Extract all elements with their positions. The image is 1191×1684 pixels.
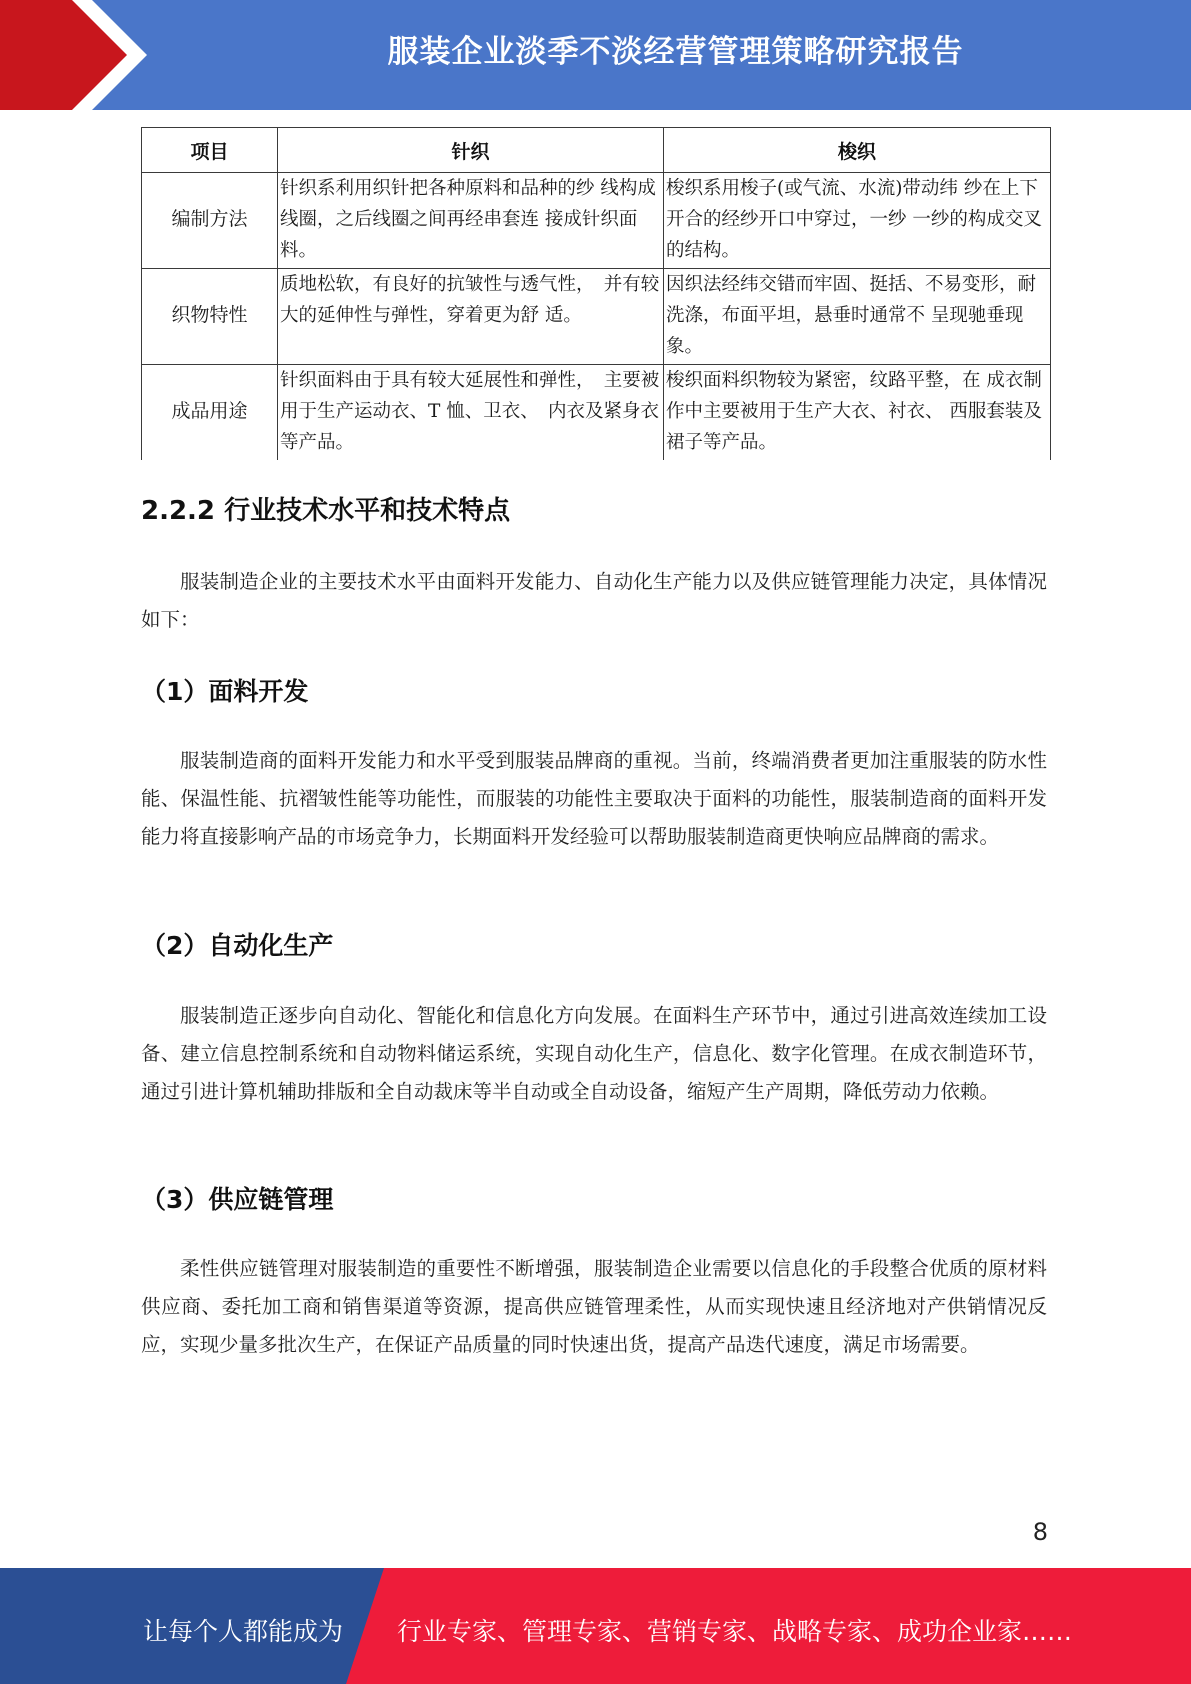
table-row bbox=[142, 173, 1051, 269]
table-cell-woven: 梭织面料织物较为紧密，纹路平整，在 成衣制作中主要被用于生产大衣、衬衣、 西服套装及裙子等产品。 bbox=[664, 365, 1051, 461]
page-footer bbox=[0, 1568, 1191, 1684]
subsection-body-automation: 服装制造正逐步向自动化、智能化和信息化方向发展。在面料生产环节中，通过引进高效连续加工设备、建立信息控制系统和自动物料储运系统，实现自动化生产，信息化、数字化管理。在成衣制造环节，通过引进计算机辅助排版和全自动裁床等半自动或全自动设备，缩短产生产周期，降低劳动力依赖。 bbox=[141, 1004, 1047, 1103]
footer-slogan-right: 行业专家、管理专家、营销专家、战略专家、成功企业家…… bbox=[397, 1617, 1073, 1646]
document-title: 服装企业淡季不淡经营管理策略研究报告 bbox=[387, 34, 964, 70]
page-header bbox=[0, 0, 1191, 110]
subsection-heading-fabric: （1）面料开发 bbox=[141, 677, 309, 706]
subsection-body-fabric: 服装制造商的面料开发能力和水平受到服装品牌商的重视。当前，终端消费者更加注重服装的防水性能、保温性能、抗褶皱性能等功能性，而服装的功能性主要取决于面料的功能性，服装制造商的面料开发能力将直接影响产品的市场竞争力，长期面料开发经验可以帮助服装制造商更快响应品牌商的需求。 bbox=[141, 749, 1047, 848]
subsection-heading-automation: （2）自动化生产 bbox=[141, 931, 334, 960]
table-cell-woven: 梭织系用梭子(或气流、水流)带动纬 纱在上下开合的经纱开口中穿过，一纱 一纱的构成交叉的结构。 bbox=[664, 173, 1051, 269]
subsection-body-supply-chain: 柔性供应链管理对服装制造的重要性不断增强，服装制造企业需要以信息化的手段整合优质的原材料供应商、委托加工商和销售渠道等资源，提高供应链管理柔性，从而实现快速且经济地对产供销情况反应，实现少量多批次生产，在保证产品质量的同时快速出货，提高产品迭代速度，满足市场需要。 bbox=[141, 1257, 1047, 1356]
footer-slogan-left: 让每个人都能成为 bbox=[143, 1617, 344, 1646]
table-cell-knit: 质地松软，有良好的抗皱性与透气性， 并有较大的延伸性与弹性，穿着更为舒 适。 bbox=[278, 269, 664, 365]
section-heading: 2.2.2 行业技术水平和技术特点 bbox=[141, 496, 511, 526]
knit-woven-comparison-table bbox=[141, 127, 1051, 460]
table-header-knit: 针织 bbox=[278, 128, 664, 173]
table-cell-item: 织物特性 bbox=[142, 269, 278, 365]
table-header-item: 项目 bbox=[142, 128, 278, 173]
table-row bbox=[142, 269, 1051, 365]
subsection-heading-supply-chain: （3）供应链管理 bbox=[141, 1185, 334, 1214]
table-cell-knit: 针织系利用织针把各种原料和品种的纱 线构成线圈，之后线圈之间再经串套连 接成针织面料。 bbox=[278, 173, 664, 269]
table-cell-woven: 因织法经纬交错而牢固、挺括、不易变形，耐洗涤，布面平坦，悬垂时通常不 呈现驰垂现象。 bbox=[664, 269, 1051, 365]
table-header-row bbox=[142, 128, 1051, 173]
page-number: 8 bbox=[1032, 1518, 1048, 1546]
table-row bbox=[142, 365, 1051, 461]
header-arrow-decoration bbox=[0, 0, 160, 110]
table-cell-knit: 针织面料由于具有较大延展性和弹性， 主要被用于生产运动衣、T 恤、卫衣、 内衣及紧身衣等产品。 bbox=[278, 365, 664, 461]
section-intro-paragraph: 服装制造企业的主要技术水平由面料开发能力、自动化生产能力以及供应链管理能力决定，具体情况如下： bbox=[141, 570, 1047, 631]
table-cell-item: 成品用途 bbox=[142, 365, 278, 461]
table-header-woven: 梭织 bbox=[664, 128, 1051, 173]
comparison-table-container bbox=[141, 127, 1050, 460]
table-cell-item: 编制方法 bbox=[142, 173, 278, 269]
